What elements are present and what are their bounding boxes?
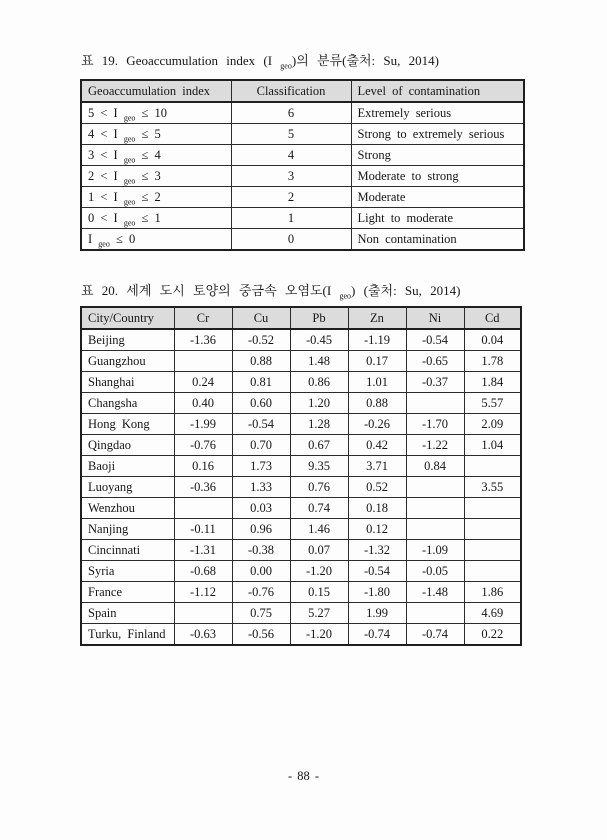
- city-cell: Turku, Finland: [81, 624, 174, 646]
- value-cell-pb: 0.74: [290, 498, 348, 519]
- header-cell-cd: Cd: [464, 307, 521, 329]
- value-cell-ni: -1.48: [406, 582, 464, 603]
- table-row: [81, 145, 524, 166]
- value-cell-pb: 0.07: [290, 540, 348, 561]
- value-cell-ni: [406, 603, 464, 624]
- table-row: [81, 102, 524, 124]
- geo-subscript: geo: [123, 155, 136, 165]
- range-text: ≤ 3: [135, 168, 161, 183]
- range-text: 5 < I: [88, 105, 124, 120]
- value-cell-zn: 1.99: [348, 603, 406, 624]
- city-cell: Baoji: [81, 456, 174, 477]
- igeo-range-cell: [81, 124, 231, 145]
- value-cell-cr: -1.36: [174, 329, 232, 351]
- value-cell-ni: -1.70: [406, 414, 464, 435]
- classification-cell: 5: [231, 124, 351, 145]
- table-row: [81, 456, 521, 477]
- value-cell-pb: -0.45: [290, 329, 348, 351]
- value-cell-pb: 9.35: [290, 456, 348, 477]
- value-cell-cu: 0.60: [232, 393, 290, 414]
- value-cell-zn: 3.71: [348, 456, 406, 477]
- value-cell-pb: 0.15: [290, 582, 348, 603]
- value-cell-cr: [174, 498, 232, 519]
- table-row: [81, 498, 521, 519]
- value-cell-ni: -1.22: [406, 435, 464, 456]
- table-row: [81, 414, 521, 435]
- value-cell-ni: [406, 393, 464, 414]
- table-row: [81, 519, 521, 540]
- city-cell: Spain: [81, 603, 174, 624]
- range-text: 0 < I: [88, 210, 124, 225]
- city-cell: Wenzhou: [81, 498, 174, 519]
- geo-subscript: geo: [123, 176, 136, 186]
- value-cell-cr: [174, 603, 232, 624]
- classification-cell: 4: [231, 145, 351, 166]
- geo-subscript: geo: [98, 239, 110, 249]
- geo-subscript: geo: [339, 291, 352, 301]
- value-cell-cr: 0.40: [174, 393, 232, 414]
- value-cell-zn: -0.74: [348, 624, 406, 646]
- range-text: ≤ 0: [109, 231, 136, 246]
- header-cell-city-country: City/Country: [81, 307, 174, 329]
- value-cell-ni: -1.09: [406, 540, 464, 561]
- value-cell-pb: 1.48: [290, 351, 348, 372]
- value-cell-pb: 0.67: [290, 435, 348, 456]
- value-cell-ni: -0.65: [406, 351, 464, 372]
- value-cell-cu: -0.54: [232, 414, 290, 435]
- city-cell: Nanjing: [81, 519, 174, 540]
- value-cell-ni: [406, 498, 464, 519]
- geo-subscript: geo: [123, 218, 136, 228]
- caption-text: 표 19. Geoaccumulation index (I: [81, 53, 281, 68]
- value-cell-zn: -1.80: [348, 582, 406, 603]
- classification-cell: 2: [231, 187, 351, 208]
- city-cell: Hong Kong: [81, 414, 174, 435]
- header-cell-cu: Cu: [232, 307, 290, 329]
- range-text: 3 < I: [88, 147, 124, 162]
- value-cell-cu: 0.75: [232, 603, 290, 624]
- value-cell-ni: [406, 519, 464, 540]
- value-cell-cu: -0.56: [232, 624, 290, 646]
- value-cell-cd: [464, 498, 521, 519]
- header-cell-cr: Cr: [174, 307, 232, 329]
- value-cell-pb: -1.20: [290, 624, 348, 646]
- value-cell-cd: 5.57: [464, 393, 521, 414]
- caption-text: 표 20. 세계 도시 토양의 중금속 오염도(I: [81, 283, 340, 298]
- table-row: [81, 561, 521, 582]
- value-cell-zn: 0.52: [348, 477, 406, 498]
- igeo-range-cell: [81, 145, 231, 166]
- value-cell-zn: 1.01: [348, 372, 406, 393]
- value-cell-cd: 0.04: [464, 329, 521, 351]
- value-cell-cd: 2.09: [464, 414, 521, 435]
- value-cell-cd: [464, 540, 521, 561]
- table-row: [81, 372, 521, 393]
- city-cell: Qingdao: [81, 435, 174, 456]
- value-cell-cd: 1.86: [464, 582, 521, 603]
- table-row: [81, 187, 524, 208]
- value-cell-cr: [174, 351, 232, 372]
- header-cell-ni: Ni: [406, 307, 464, 329]
- city-cell: Luoyang: [81, 477, 174, 498]
- level-cell: Strong: [351, 145, 524, 166]
- range-text: I: [88, 231, 99, 246]
- value-cell-cu: -0.76: [232, 582, 290, 603]
- igeo-range-cell: [81, 187, 231, 208]
- value-cell-cu: 1.73: [232, 456, 290, 477]
- table-row: [81, 208, 524, 229]
- table-row: [81, 603, 521, 624]
- range-text: 4 < I: [88, 126, 124, 141]
- table19-caption: [81, 50, 439, 69]
- geo-subscript: geo: [123, 134, 136, 144]
- value-cell-cu: -0.38: [232, 540, 290, 561]
- table-row: [81, 351, 521, 372]
- value-cell-zn: 0.42: [348, 435, 406, 456]
- value-cell-cd: 1.04: [464, 435, 521, 456]
- value-cell-zn: 0.18: [348, 498, 406, 519]
- table-row: [81, 540, 521, 561]
- value-cell-pb: 1.20: [290, 393, 348, 414]
- table-row: [81, 582, 521, 603]
- geo-subscript: geo: [280, 61, 292, 71]
- range-text: ≤ 1: [135, 210, 161, 225]
- value-cell-cr: -0.11: [174, 519, 232, 540]
- page-number: - 88 -: [287, 769, 320, 783]
- value-cell-cr: 0.24: [174, 372, 232, 393]
- value-cell-cu: 0.03: [232, 498, 290, 519]
- value-cell-zn: 0.88: [348, 393, 406, 414]
- value-cell-ni: -0.54: [406, 329, 464, 351]
- level-cell: Moderate: [351, 187, 524, 208]
- city-cell: France: [81, 582, 174, 603]
- city-igeo-pollution-table: [80, 306, 522, 646]
- classification-cell: 0: [231, 229, 351, 251]
- range-text: ≤ 10: [135, 105, 168, 120]
- table-row: [81, 435, 521, 456]
- value-cell-pb: 1.46: [290, 519, 348, 540]
- level-cell: Strong to extremely serious: [351, 124, 524, 145]
- city-cell: Shanghai: [81, 372, 174, 393]
- classification-cell: 1: [231, 208, 351, 229]
- geoaccumulation-index-table: [80, 79, 525, 251]
- igeo-range-cell: [81, 229, 231, 251]
- header-cell-geoaccumulation-index: Geoaccumulation index: [81, 80, 231, 102]
- value-cell-ni: -0.74: [406, 624, 464, 646]
- header-cell-classification: Classification: [231, 80, 351, 102]
- value-cell-cr: -1.12: [174, 582, 232, 603]
- value-cell-cd: [464, 456, 521, 477]
- level-cell: Non contamination: [351, 229, 524, 251]
- header-cell-pb: Pb: [290, 307, 348, 329]
- table-row: [81, 229, 524, 251]
- value-cell-cr: -0.36: [174, 477, 232, 498]
- value-cell-cr: -1.31: [174, 540, 232, 561]
- value-cell-cu: 0.88: [232, 351, 290, 372]
- table-row: [81, 124, 524, 145]
- value-cell-zn: 0.12: [348, 519, 406, 540]
- range-text: 2 < I: [88, 168, 124, 183]
- value-cell-cr: -0.63: [174, 624, 232, 646]
- range-text: ≤ 5: [135, 126, 161, 141]
- value-cell-pb: 0.86: [290, 372, 348, 393]
- value-cell-cr: -0.68: [174, 561, 232, 582]
- header-cell-zn: Zn: [348, 307, 406, 329]
- geo-subscript: geo: [123, 197, 136, 207]
- value-cell-ni: -0.05: [406, 561, 464, 582]
- value-cell-cu: -0.52: [232, 329, 290, 351]
- value-cell-zn: -0.54: [348, 561, 406, 582]
- value-cell-cr: -1.99: [174, 414, 232, 435]
- value-cell-ni: 0.84: [406, 456, 464, 477]
- city-cell: Guangzhou: [81, 351, 174, 372]
- value-cell-cu: 1.33: [232, 477, 290, 498]
- value-cell-cd: 1.84: [464, 372, 521, 393]
- table-row: [81, 477, 521, 498]
- value-cell-pb: 1.28: [290, 414, 348, 435]
- level-cell: Extremely serious: [351, 102, 524, 124]
- value-cell-cd: 3.55: [464, 477, 521, 498]
- value-cell-zn: -1.19: [348, 329, 406, 351]
- level-cell: Light to moderate: [351, 208, 524, 229]
- igeo-range-cell: [81, 102, 231, 124]
- range-text: ≤ 4: [135, 147, 161, 162]
- table-row: [81, 393, 521, 414]
- value-cell-cd: [464, 519, 521, 540]
- value-cell-zn: 0.17: [348, 351, 406, 372]
- value-cell-cu: 0.81: [232, 372, 290, 393]
- header-cell-level-of-contamination: Level of contamination: [351, 80, 524, 102]
- table-row: [81, 624, 521, 646]
- city-cell: Syria: [81, 561, 174, 582]
- value-cell-cd: 0.22: [464, 624, 521, 646]
- caption-text: )의 분류(출처: Su, 2014): [291, 53, 439, 68]
- value-cell-ni: [406, 477, 464, 498]
- value-cell-zn: -1.32: [348, 540, 406, 561]
- range-text: ≤ 2: [135, 189, 161, 204]
- value-cell-cr: -0.76: [174, 435, 232, 456]
- value-cell-pb: 0.76: [290, 477, 348, 498]
- range-text: 1 < I: [88, 189, 124, 204]
- value-cell-cu: 0.70: [232, 435, 290, 456]
- table-row: [81, 329, 521, 351]
- city-cell: Beijing: [81, 329, 174, 351]
- classification-cell: 3: [231, 166, 351, 187]
- table-row: [81, 166, 524, 187]
- value-cell-cu: 0.96: [232, 519, 290, 540]
- value-cell-pb: 5.27: [290, 603, 348, 624]
- classification-cell: 6: [231, 102, 351, 124]
- value-cell-cd: [464, 561, 521, 582]
- geo-subscript: geo: [123, 113, 136, 123]
- table20-caption: [81, 280, 461, 299]
- igeo-range-cell: [81, 166, 231, 187]
- igeo-range-cell: [81, 208, 231, 229]
- caption-text: ) (출처: Su, 2014): [351, 283, 461, 298]
- value-cell-cu: 0.00: [232, 561, 290, 582]
- value-cell-cd: 1.78: [464, 351, 521, 372]
- level-cell: Moderate to strong: [351, 166, 524, 187]
- value-cell-ni: -0.37: [406, 372, 464, 393]
- value-cell-cd: 4.69: [464, 603, 521, 624]
- value-cell-pb: -1.20: [290, 561, 348, 582]
- value-cell-zn: -0.26: [348, 414, 406, 435]
- table-header-row: [81, 80, 524, 102]
- city-cell: Cincinnati: [81, 540, 174, 561]
- value-cell-cr: 0.16: [174, 456, 232, 477]
- city-cell: Changsha: [81, 393, 174, 414]
- table-header-row: [81, 307, 521, 329]
